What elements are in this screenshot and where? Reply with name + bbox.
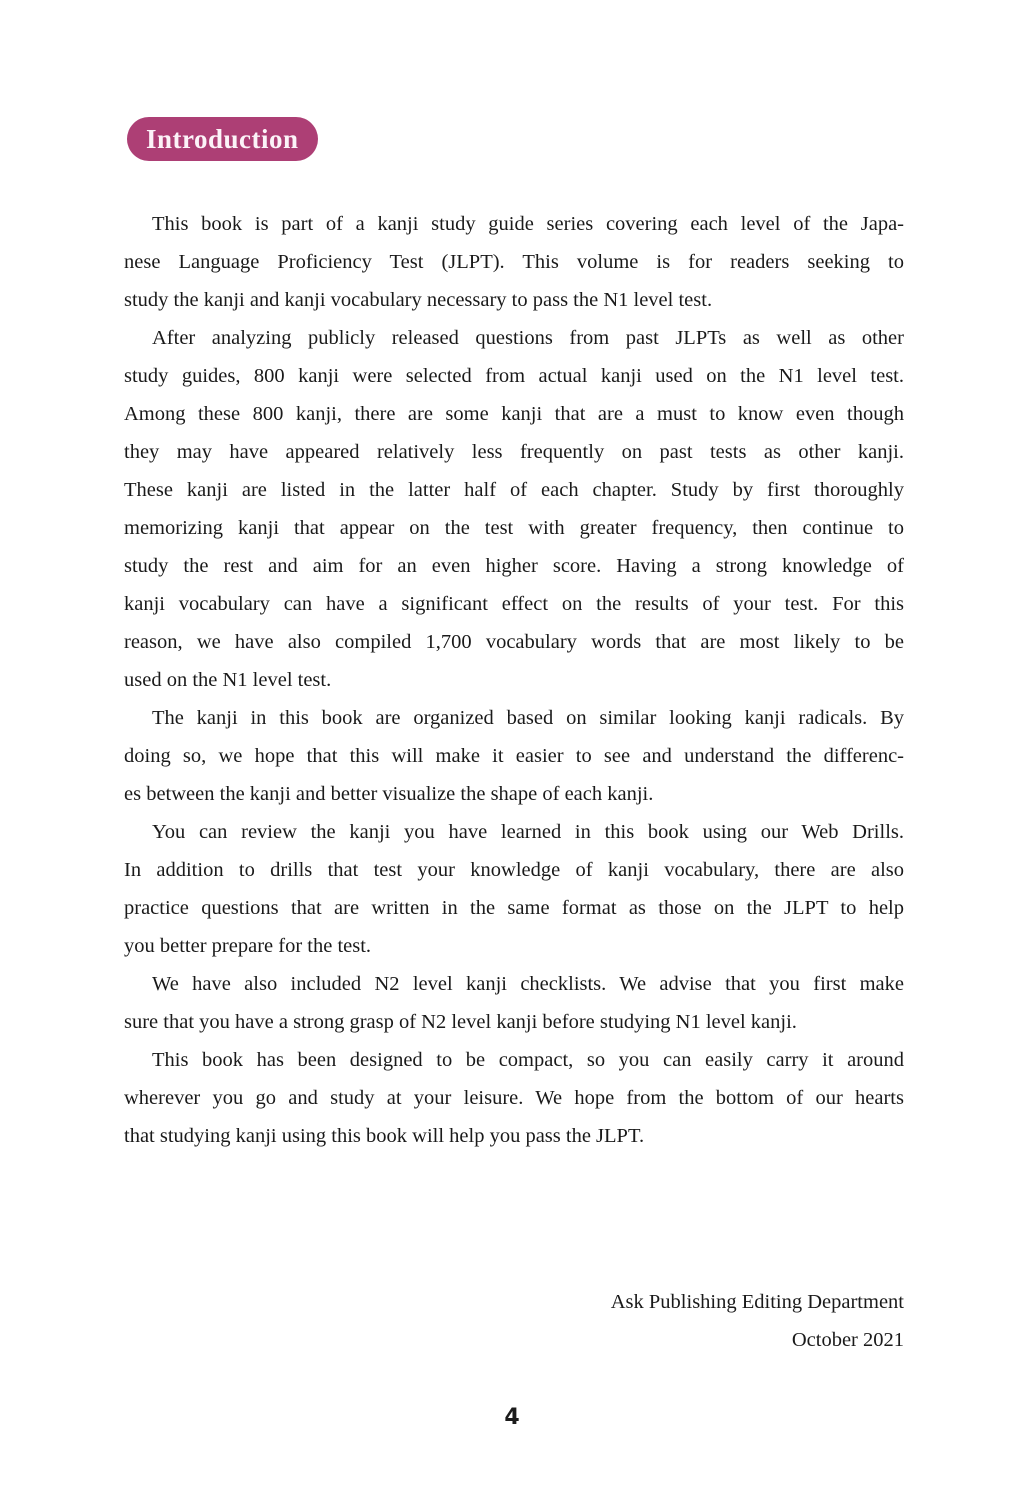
text-line: study guides, 800 kanji were selected from actual kanji used on the N1 level test. [124,365,904,387]
text-line: that studying kanji using this book will help you pass the JLPT. [124,1125,645,1147]
text-line: wherever you go and study at your leisure. We hope from the bottom of our hearts [124,1087,904,1109]
text-line: This book has been designed to be compact, so you can easily carry it around [152,1049,904,1071]
text-line: After analyzing publicly released questions from past JLPTs as well as other [152,327,904,349]
paragraph [124,965,904,1041]
page-number: 4 [504,1405,520,1430]
text-line: kanji vocabulary can have a significant effect on the results of your test. For this [124,593,904,615]
text-line: study the rest and aim for an even higher score. Having a strong knowledge of [124,555,904,577]
text-line: This book is part of a kanji study guide series covering each level of the Japa- [152,213,904,235]
text-line: study the kanji and kanji vocabulary necessary to pass the N1 level test. [124,289,713,311]
paragraph [124,813,904,965]
text-line: practice questions that are written in the same format as those on the JLPT to help [124,897,904,919]
section-heading-badge [127,117,318,161]
text-line: doing so, we hope that this will make it easier to see and understand the differenc- [124,745,904,767]
text-line: used on the N1 level test. [124,669,332,691]
signature-department: Ask Publishing Editing Department [610,1291,904,1313]
text-line: es between the kanji and better visualize the shape of each kanji. [124,783,654,805]
text-line: The kanji in this book are organized based on similar looking kanji radicals. By [152,707,904,729]
text-line: These kanji are listed in the latter half of each chapter. Study by first thoroughly [124,479,904,501]
text-line: We have also included N2 level kanji checklists. We advise that you first make [152,973,904,995]
text-line: sure that you have a strong grasp of N2 level kanji before studying N1 level kanji. [124,1011,797,1033]
text-line: nese Language Proficiency Test (JLPT). This volume is for readers seeking to [124,251,904,273]
signature-block [611,1283,904,1359]
paragraph [124,1041,904,1155]
text-line: you better prepare for the test. [124,935,372,957]
text-line: In addition to drills that test your knowledge of kanji vocabulary, there are also [124,859,904,881]
text-line: Among these 800 kanji, there are some kanji that are a must to know even though [124,403,904,425]
text-line: they may have appeared relatively less frequently on past tests as other kanji. [124,441,904,463]
text-line: reason, we have also compiled 1,700 vocabulary words that are most likely to be [124,631,904,653]
signature-date: October 2021 [791,1329,904,1351]
text-line: memorizing kanji that appear on the test with greater frequency, then continue to [124,517,904,539]
paragraph [124,319,904,699]
introduction-text [124,205,904,1155]
text-line: You can review the kanji you have learned in this book using our Web Drills. [152,821,904,843]
paragraph [124,699,904,813]
paragraph [124,205,904,319]
section-heading-label: Introduction [146,123,299,154]
